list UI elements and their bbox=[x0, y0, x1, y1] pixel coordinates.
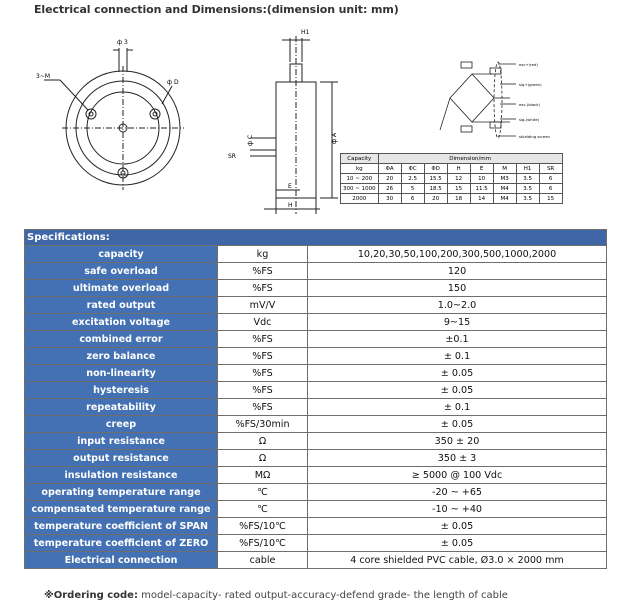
label-exc-minus: exc-(black) bbox=[519, 102, 540, 107]
spec-row bbox=[25, 314, 607, 331]
dimtable-col-header: ΦA bbox=[378, 164, 401, 174]
spec-row bbox=[25, 399, 607, 416]
spec-row bbox=[25, 263, 607, 280]
dimtable-cell: 5 bbox=[401, 184, 424, 194]
dimtable-cell: 30 bbox=[378, 194, 401, 204]
spec-value: -20 ~ +65 bbox=[308, 484, 607, 501]
spec-name: repeatability bbox=[25, 399, 218, 416]
spec-name: output resistance bbox=[25, 450, 218, 467]
dimtable-col-header: M bbox=[493, 164, 516, 174]
spec-value: 120 bbox=[308, 263, 607, 280]
dimtable-cell: 20 bbox=[424, 194, 447, 204]
spec-unit: Vdc bbox=[218, 314, 308, 331]
label-h1: H1 bbox=[301, 29, 310, 36]
spec-unit: %FS bbox=[218, 399, 308, 416]
dimtable-cell: 3.5 bbox=[516, 184, 539, 194]
label-phiA: ф A bbox=[331, 132, 338, 144]
label-h: H bbox=[288, 202, 293, 209]
label-phiC: ф C bbox=[247, 134, 254, 146]
spec-value: ± 0.05 bbox=[308, 535, 607, 552]
dimtable-col-header: kg bbox=[341, 164, 379, 174]
spec-unit: %FS bbox=[218, 280, 308, 297]
spec-row bbox=[25, 484, 607, 501]
dimtable-col-header: ΦC bbox=[401, 164, 424, 174]
side-view-drawing bbox=[250, 36, 338, 214]
dimtable-cell: 20 bbox=[378, 174, 401, 184]
spec-unit: %FS bbox=[218, 263, 308, 280]
specifications-table bbox=[24, 229, 607, 569]
dimtable-cell: M3 bbox=[493, 174, 516, 184]
spec-value: 350 ± 20 bbox=[308, 433, 607, 450]
spec-row bbox=[25, 501, 607, 518]
spec-value: ±0.1 bbox=[308, 331, 607, 348]
spec-row bbox=[25, 450, 607, 467]
spec-name: combined error bbox=[25, 331, 218, 348]
spec-name: operating temperature range bbox=[25, 484, 218, 501]
spec-row bbox=[25, 280, 607, 297]
label-shielding: shielding screen bbox=[519, 134, 550, 139]
spec-row bbox=[25, 297, 607, 314]
dimtable-col-header: H1 bbox=[516, 164, 539, 174]
dimtable-cell: M4 bbox=[493, 184, 516, 194]
spec-unit: %FS bbox=[218, 382, 308, 399]
dimtable-cell: 18 bbox=[447, 194, 470, 204]
spec-value: 4 core shielded PVC cable, Ø3.0 × 2000 mm bbox=[308, 552, 607, 569]
dimtable-cell: 6 bbox=[401, 194, 424, 204]
spec-row bbox=[25, 365, 607, 382]
dimtable-row bbox=[341, 194, 563, 204]
spec-name: ultimate overload bbox=[25, 280, 218, 297]
spec-name: excitation voltage bbox=[25, 314, 218, 331]
spec-value: ± 0.05 bbox=[308, 416, 607, 433]
spec-name: capacity bbox=[25, 246, 218, 263]
spec-value: ± 0.1 bbox=[308, 399, 607, 416]
spec-value: ± 0.1 bbox=[308, 348, 607, 365]
spec-unit: kg bbox=[218, 246, 308, 263]
dimtable-col-header: ΦD bbox=[424, 164, 447, 174]
dimtable-row bbox=[341, 184, 563, 194]
spec-unit: %FS/10℃ bbox=[218, 535, 308, 552]
spec-value: ≥ 5000 @ 100 Vdc bbox=[308, 467, 607, 484]
spec-row bbox=[25, 348, 607, 365]
dimtable-row bbox=[341, 174, 563, 184]
spec-unit: MΩ bbox=[218, 467, 308, 484]
spec-unit: %FS bbox=[218, 331, 308, 348]
spec-row bbox=[25, 246, 607, 263]
spec-row bbox=[25, 416, 607, 433]
dimtable-cell: 10 bbox=[470, 174, 493, 184]
spec-value: -10 ~ +40 bbox=[308, 501, 607, 518]
ordering-code-label: ※Ordering code: bbox=[44, 590, 138, 601]
dimtable-cell: 18.5 bbox=[424, 184, 447, 194]
top-view-drawing bbox=[44, 48, 184, 190]
dimtable-cell: 15 bbox=[447, 184, 470, 194]
spec-name: creep bbox=[25, 416, 218, 433]
specifications-title: Specifications: bbox=[25, 230, 607, 246]
dimtable-cell: 15 bbox=[539, 194, 562, 204]
label-sig-minus: sig-(white) bbox=[519, 117, 540, 122]
spec-unit: Ω bbox=[218, 450, 308, 467]
dimtable-col-header: E bbox=[470, 164, 493, 174]
dimtable-cell: 26 bbox=[378, 184, 401, 194]
spec-unit: %FS bbox=[218, 348, 308, 365]
dimtable-capacity-header: Capacity bbox=[341, 154, 379, 164]
dimtable-cell: 15.5 bbox=[424, 174, 447, 184]
spec-unit: %FS/10℃ bbox=[218, 518, 308, 535]
spec-name: temperature coefficient of SPAN bbox=[25, 518, 218, 535]
spec-row bbox=[25, 535, 607, 552]
spec-name: safe overload bbox=[25, 263, 218, 280]
spec-value: ± 0.05 bbox=[308, 382, 607, 399]
spec-name: temperature coefficient of ZERO bbox=[25, 535, 218, 552]
spec-row bbox=[25, 518, 607, 535]
dimtable-cell: 3.5 bbox=[516, 174, 539, 184]
dimtable-col-header: SR bbox=[539, 164, 562, 174]
spec-unit: ℃ bbox=[218, 501, 308, 518]
spec-row bbox=[25, 433, 607, 450]
label-sig-plus: sig+(green) bbox=[519, 82, 542, 87]
spec-name: hysteresis bbox=[25, 382, 218, 399]
spec-row bbox=[25, 467, 607, 484]
spec-value: 150 bbox=[308, 280, 607, 297]
wiring-diagram bbox=[440, 62, 516, 138]
dimtable-cell: 2000 bbox=[341, 194, 379, 204]
label-e: E bbox=[288, 183, 292, 190]
spec-value: ± 0.05 bbox=[308, 518, 607, 535]
dimtable-cell: 10 ~ 200 bbox=[341, 174, 379, 184]
dimtable-cell: 6 bbox=[539, 174, 562, 184]
spec-unit: ℃ bbox=[218, 484, 308, 501]
spec-unit: %FS/30min bbox=[218, 416, 308, 433]
spec-value: 350 ± 3 bbox=[308, 450, 607, 467]
spec-name: non-linearity bbox=[25, 365, 218, 382]
ordering-code-text: model-capacity- rated output-accuracy-defend grade- the length of cable bbox=[137, 590, 508, 601]
spec-name: zero balance bbox=[25, 348, 218, 365]
dimtable-cell: 6 bbox=[539, 184, 562, 194]
dimtable-dimension-header: Dimension/mm bbox=[378, 154, 562, 164]
spec-name: rated output bbox=[25, 297, 218, 314]
dimtable-cell: 12 bbox=[447, 174, 470, 184]
label-m3: 3~M bbox=[36, 73, 51, 80]
label-sr: SR bbox=[228, 153, 236, 160]
page-heading: Electrical connection and Dimensions:(dimension unit: mm) bbox=[34, 3, 399, 16]
spec-name: input resistance bbox=[25, 433, 218, 450]
spec-value: 1.0~2.0 bbox=[308, 297, 607, 314]
spec-unit: cable bbox=[218, 552, 308, 569]
dimtable-col-header: H bbox=[447, 164, 470, 174]
dimension-table bbox=[340, 153, 563, 204]
dimtable-cell: 3.5 bbox=[516, 194, 539, 204]
label-exc-plus: exc+(red) bbox=[519, 62, 538, 67]
spec-value: ± 0.05 bbox=[308, 365, 607, 382]
dimtable-cell: 14 bbox=[470, 194, 493, 204]
spec-unit: %FS bbox=[218, 365, 308, 382]
dimtable-cell: 300 ~ 1000 bbox=[341, 184, 379, 194]
dimtable-cell: M4 bbox=[493, 194, 516, 204]
spec-row bbox=[25, 552, 607, 569]
spec-value: 9~15 bbox=[308, 314, 607, 331]
spec-unit: Ω bbox=[218, 433, 308, 450]
spec-unit: mV/V bbox=[218, 297, 308, 314]
spec-row bbox=[25, 382, 607, 399]
spec-name: compensated temperature range bbox=[25, 501, 218, 518]
spec-value: 10,20,30,50,100,200,300,500,1000,2000 bbox=[308, 246, 607, 263]
spec-row bbox=[25, 331, 607, 348]
ordering-code-note bbox=[44, 590, 508, 601]
label-phi3: ф 3 bbox=[117, 39, 128, 46]
dimtable-cell: 2.5 bbox=[401, 174, 424, 184]
dimtable-cell: 11.5 bbox=[470, 184, 493, 194]
label-phiD: ф D bbox=[167, 79, 179, 86]
spec-name: insulation resistance bbox=[25, 467, 218, 484]
spec-name: Electrical connection bbox=[25, 552, 218, 569]
